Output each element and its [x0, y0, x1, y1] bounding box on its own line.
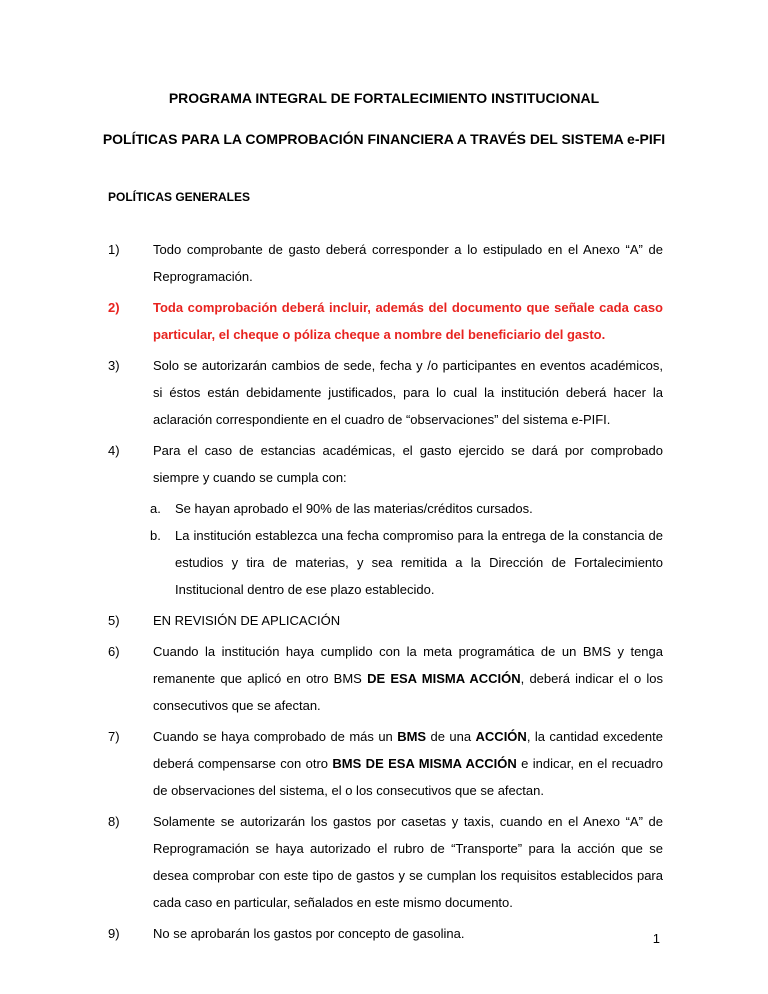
item-text: Toda comprobación deberá incluir, además del documento que señale cada caso particular, el cheque o póliza cheque a nombre del beneficiario del gasto.	[153, 300, 663, 342]
page-number: 1	[652, 931, 660, 946]
item-number: 5)	[108, 613, 120, 628]
item-number: 7)	[108, 729, 120, 744]
item-text-pre: Cuando la institución haya cumplido con la meta programática de un BMS y tenga remanente que aplicó en otro BMS	[153, 644, 663, 686]
item-text: EN REVISIÓN DE APLICACIÓN	[153, 613, 341, 628]
item-text-pre: Cuando se haya comprobado de más un	[153, 729, 398, 744]
policy-item-1	[108, 236, 663, 290]
item-text: Solo se autorizarán cambios de sede, fecha y /o participantes en eventos académicos, si éstos están debidamente justificados, para lo cual la institución deberá hacer la aclaración correspondiente en el cuadro de “observaciones” del sistema e-PIFI.	[153, 358, 663, 427]
item-number: 9)	[108, 926, 120, 941]
document-subtitle: POLÍTICAS PARA LA COMPROBACIÓN FINANCIERA A TRAVÉS DEL SISTEMA e-PIFI	[102, 131, 666, 147]
policy-item-6	[108, 638, 663, 719]
item-text: No se aprobarán los gastos por concepto de gasolina.	[153, 926, 465, 941]
document-title: PROGRAMA INTEGRAL DE FORTALECIMIENTO INSTITUCIONAL	[168, 90, 600, 106]
item-text: Solamente se autorizarán los gastos por casetas y taxis, cuando en el Anexo “A” de Reprogramación se haya autorizado el rubro de “Transporte” para la acción que se desea comprobar con este tipo de gastos y se cumplan los requisitos establecidos para cada caso en particular, señalados en este mismo documento.	[153, 814, 663, 910]
policy-list	[108, 236, 663, 951]
item-text-bold: DE ESA MISMA ACCIÓN	[367, 671, 521, 686]
policy-subitem-a	[150, 495, 663, 522]
item-text-bold-2: ACCIÓN	[475, 729, 527, 744]
item-number: 8)	[108, 814, 120, 829]
item-number: 3)	[108, 358, 120, 373]
item-text: Para el caso de estancias académicas, el gasto ejercido se dará por comprobado siempre y cuando se cumpla con:	[153, 443, 663, 485]
subitem-letter: b.	[150, 528, 161, 543]
subitem-letter: a.	[150, 501, 161, 516]
item-text-bold-3: BMS DE ESA MISMA ACCIÓN	[332, 756, 517, 771]
policy-item-3	[108, 352, 663, 433]
policy-item-4	[108, 437, 663, 491]
item-text-bold-1: BMS	[397, 729, 427, 744]
policy-item-2	[108, 294, 663, 348]
subitem-text: Se hayan aprobado el 90% de las materias/créditos cursados.	[175, 501, 533, 516]
item-text: Todo comprobante de gasto deberá corresponder a lo estipulado en el Anexo “A” de Reprogramación.	[153, 242, 663, 284]
policy-item-8	[108, 808, 663, 916]
section-heading: POLÍTICAS GENERALES	[108, 190, 251, 204]
policy-subitem-b	[150, 522, 663, 603]
policy-item-7	[108, 723, 663, 804]
item-text-post: , deberá indicar el o los consecutivos que se afectan.	[153, 671, 663, 713]
policy-item-9	[108, 920, 663, 947]
subitem-text: La institución establezca una fecha compromiso para la entrega de la constancia de estudios y tira de materias, y sea remitida a la Dirección de Fortalecimiento Institucional dentro de ese plazo establecido.	[175, 528, 663, 597]
item-text-mid-1: de una	[426, 729, 476, 744]
item-number: 6)	[108, 644, 120, 659]
policy-item-5	[108, 607, 663, 634]
item-text-mid-2: , la cantidad excedente deberá compensarse con otro	[153, 729, 663, 771]
item-number: 4)	[108, 443, 120, 458]
item-text-post: e indicar, en el recuadro de observaciones del sistema, el o los consecutivos que se afectan.	[153, 756, 663, 798]
item-number: 1)	[108, 242, 120, 257]
item-number: 2)	[108, 300, 120, 315]
